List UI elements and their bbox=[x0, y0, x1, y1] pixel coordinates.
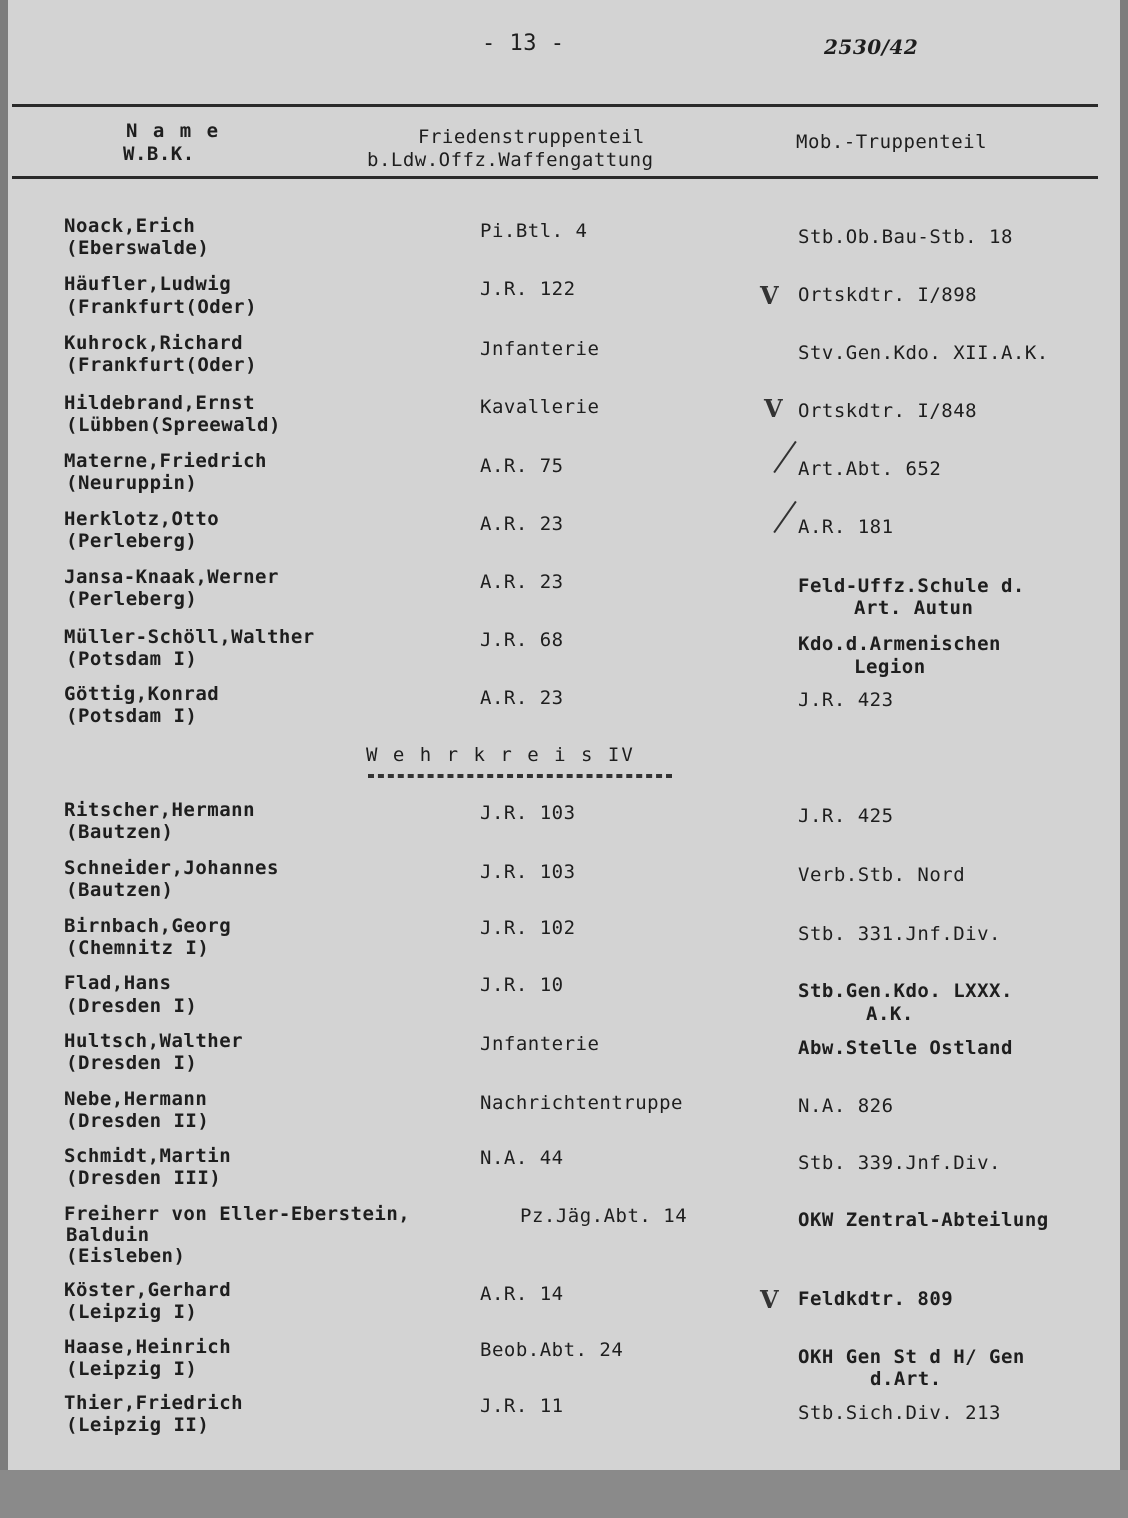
mob-unit: Stb. 331.Jnf.Div. bbox=[798, 923, 1001, 945]
peace-unit: J.R. 11 bbox=[480, 1395, 564, 1417]
person-wbk: (Leipzig I) bbox=[66, 1301, 198, 1323]
mob-unit: Stb.Ob.Bau-Stb. 18 bbox=[798, 226, 1013, 248]
peace-unit: J.R. 122 bbox=[480, 278, 576, 300]
person-name: Thier,Friedrich bbox=[64, 1392, 244, 1414]
person-wbk: (Bautzen) bbox=[66, 821, 174, 843]
person-name: Hultsch,Walther bbox=[64, 1030, 244, 1052]
peace-unit: J.R. 68 bbox=[480, 629, 564, 651]
person-wbk: (Bautzen) bbox=[66, 879, 174, 901]
person-wbk: (Perleberg) bbox=[66, 530, 198, 552]
person-name: Schmidt,Martin bbox=[64, 1145, 232, 1167]
peace-unit: J.R. 10 bbox=[480, 974, 564, 996]
document-page bbox=[8, 0, 1120, 1470]
section-underline bbox=[368, 774, 672, 778]
mob-unit: Ortskdtr. I/898 bbox=[798, 284, 978, 306]
person-name: Noack,Erich bbox=[64, 215, 196, 237]
mob-unit: Stb.Gen.Kdo. LXXX. bbox=[798, 980, 1013, 1002]
mob-unit: A.R. 181 bbox=[798, 516, 894, 538]
person-wbk: (Lübben(Spreewald) bbox=[66, 414, 281, 436]
peace-unit: N.A. 44 bbox=[480, 1147, 564, 1169]
peace-unit: J.R. 103 bbox=[480, 802, 576, 824]
person-name: Freiherr von Eller-Eberstein, bbox=[64, 1203, 411, 1225]
person-wbk: (Leipzig I) bbox=[66, 1358, 198, 1380]
peace-unit: A.R. 75 bbox=[480, 455, 564, 477]
peace-unit: A.R. 23 bbox=[480, 687, 564, 709]
person-name: Häufler,Ludwig bbox=[64, 273, 232, 295]
person-wbk: (Dresden I) bbox=[66, 1052, 198, 1074]
mob-unit: Art.Abt. 652 bbox=[798, 458, 942, 480]
person-wbk: (Dresden I) bbox=[66, 995, 198, 1017]
header-top-rule bbox=[12, 104, 1098, 107]
peace-unit: Jnfanterie bbox=[480, 1033, 600, 1055]
person-name: Haase,Heinrich bbox=[64, 1336, 232, 1358]
person-name: Flad,Hans bbox=[64, 972, 172, 994]
header-name: N a m e bbox=[126, 120, 221, 142]
person-name-cont: Balduin bbox=[66, 1224, 150, 1246]
mob-unit: Stb. 339.Jnf.Div. bbox=[798, 1152, 1001, 1174]
check-mark-icon: V bbox=[760, 281, 779, 310]
mob-unit: J.R. 425 bbox=[798, 805, 894, 827]
check-mark-icon: V bbox=[760, 1285, 779, 1314]
person-wbk: (Chemnitz I) bbox=[66, 937, 210, 959]
person-name: Kuhrock,Richard bbox=[64, 332, 244, 354]
person-wbk: (Leipzig II) bbox=[66, 1414, 210, 1436]
person-name: Nebe,Hermann bbox=[64, 1088, 208, 1110]
mob-unit: OKH Gen St d H/ Gen bbox=[798, 1346, 1025, 1368]
mob-unit: Verb.Stb. Nord bbox=[798, 864, 966, 886]
mob-unit: J.R. 423 bbox=[798, 689, 894, 711]
person-name: Materne,Friedrich bbox=[64, 450, 267, 472]
header-peace-branch: b.Ldw.Offz.Waffengattung bbox=[367, 149, 654, 171]
file-reference: 2530/42 bbox=[824, 35, 919, 59]
section-heading: W e h r k r e i s IV bbox=[366, 744, 635, 766]
peace-unit: Pi.Btl. 4 bbox=[480, 220, 588, 242]
peace-unit: J.R. 102 bbox=[480, 917, 576, 939]
person-name: Hildebrand,Ernst bbox=[64, 392, 256, 414]
person-wbk: (Eisleben) bbox=[66, 1245, 186, 1267]
peace-unit: Jnfanterie bbox=[480, 338, 600, 360]
person-name: Müller-Schöll,Walther bbox=[64, 626, 315, 648]
person-name: Ritscher,Hermann bbox=[64, 799, 256, 821]
person-name: Jansa-Knaak,Werner bbox=[64, 566, 279, 588]
header-wbk: W.B.K. bbox=[123, 143, 195, 165]
peace-unit: Beob.Abt. 24 bbox=[480, 1339, 624, 1361]
page-number: - 13 - bbox=[482, 31, 565, 56]
person-wbk: (Dresden II) bbox=[66, 1110, 210, 1132]
peace-unit: A.R. 23 bbox=[480, 513, 564, 535]
header-peace-unit: Friedenstruppenteil bbox=[418, 126, 645, 148]
person-wbk: (Perleberg) bbox=[66, 588, 198, 610]
check-mark-icon bbox=[773, 441, 796, 473]
person-wbk: (Frankfurt(Oder) bbox=[66, 354, 258, 376]
peace-unit: A.R. 14 bbox=[480, 1283, 564, 1305]
mob-unit: OKW Zentral-Abteilung bbox=[798, 1209, 1049, 1231]
check-mark-icon: V bbox=[764, 394, 783, 423]
mob-unit: Feld-Uffz.Schule d. bbox=[798, 575, 1025, 597]
mob-unit: Stb.Sich.Div. 213 bbox=[798, 1402, 1001, 1424]
mob-unit: Ortskdtr. I/848 bbox=[798, 400, 978, 422]
mob-unit: Kdo.d.Armenischen bbox=[798, 633, 1001, 655]
mob-unit: Abw.Stelle Ostland bbox=[798, 1037, 1013, 1059]
peace-unit: Pz.Jäg.Abt. 14 bbox=[520, 1205, 688, 1227]
header-bottom-rule bbox=[12, 176, 1098, 179]
mob-unit: Feldkdtr. 809 bbox=[798, 1288, 954, 1310]
person-name: Schneider,Johannes bbox=[64, 857, 279, 879]
mob-unit-cont: d.Art. bbox=[870, 1368, 942, 1390]
header-mob-unit: Mob.-Truppenteil bbox=[796, 131, 988, 153]
person-wbk: (Frankfurt(Oder) bbox=[66, 296, 258, 318]
peace-unit: J.R. 103 bbox=[480, 861, 576, 883]
mob-unit-cont: Art. Autun bbox=[854, 597, 974, 619]
person-wbk: (Dresden III) bbox=[66, 1167, 222, 1189]
peace-unit: Nachrichtentruppe bbox=[480, 1092, 683, 1114]
check-mark-icon bbox=[773, 501, 796, 533]
scan-bottom-edge bbox=[0, 1470, 1128, 1518]
person-wbk: (Potsdam I) bbox=[66, 648, 198, 670]
person-wbk: (Potsdam I) bbox=[66, 705, 198, 727]
person-name: Köster,Gerhard bbox=[64, 1279, 232, 1301]
mob-unit: Stv.Gen.Kdo. XII.A.K. bbox=[798, 342, 1049, 364]
peace-unit: A.R. 23 bbox=[480, 571, 564, 593]
person-name: Herklotz,Otto bbox=[64, 508, 220, 530]
peace-unit: Kavallerie bbox=[480, 396, 600, 418]
mob-unit-cont: A.K. bbox=[866, 1003, 914, 1025]
person-name: Birnbach,Georg bbox=[64, 915, 232, 937]
mob-unit-cont: Legion bbox=[854, 656, 926, 678]
person-wbk: (Eberswalde) bbox=[66, 237, 210, 259]
person-wbk: (Neuruppin) bbox=[66, 472, 198, 494]
person-name: Göttig,Konrad bbox=[64, 683, 220, 705]
mob-unit: N.A. 826 bbox=[798, 1095, 894, 1117]
